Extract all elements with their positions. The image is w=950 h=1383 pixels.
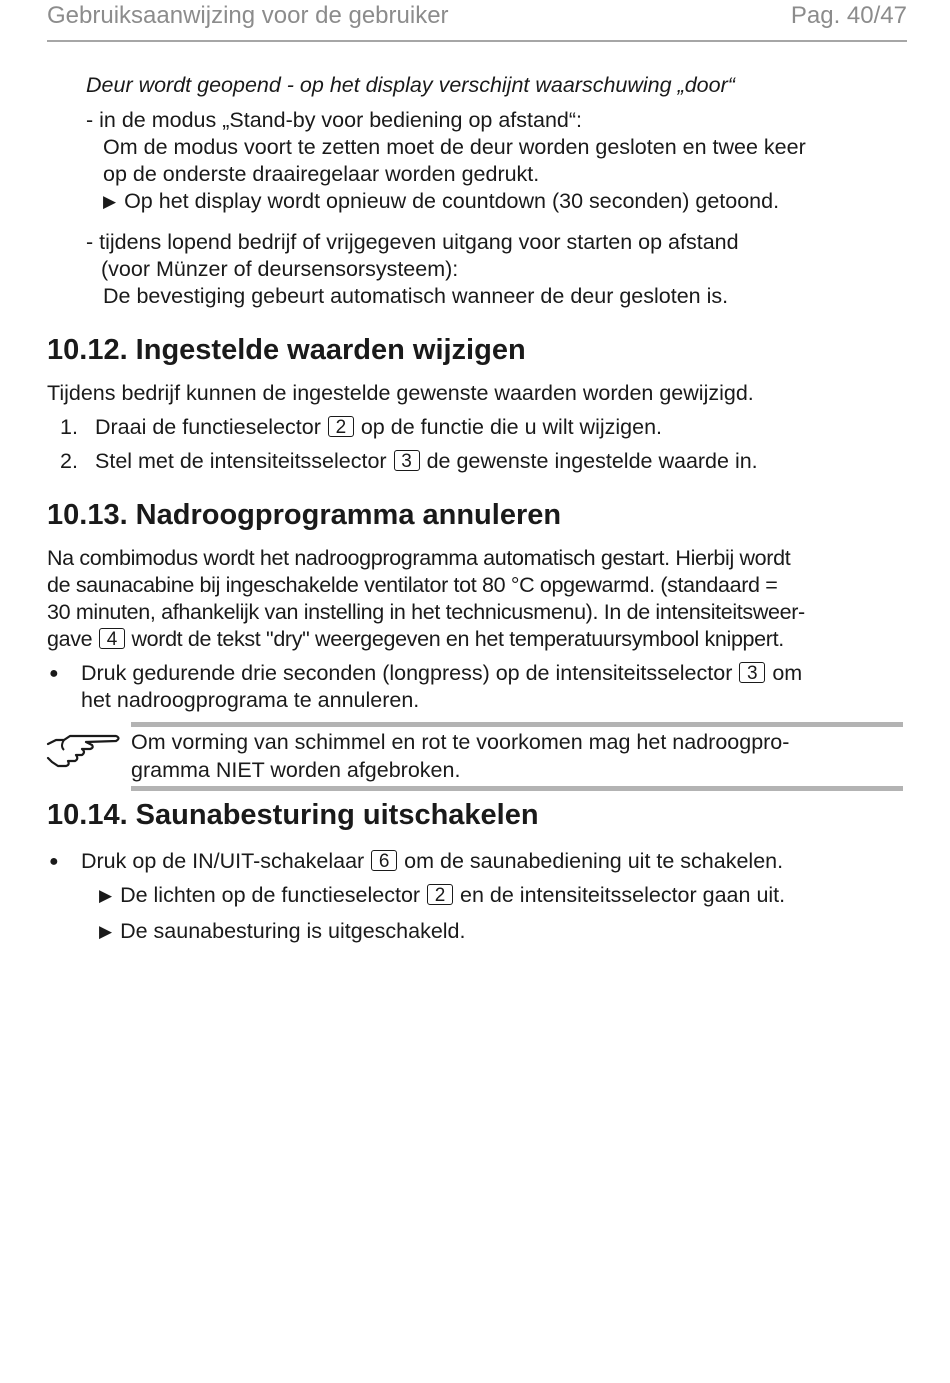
standby-result-text: Op het display wordt opnieuw de countdown (30 seconden) getoond.: [124, 189, 780, 213]
s1014-result-2: [99, 918, 466, 945]
s1013-paragraph-line-2: de saunacabine bij ingeschakelde ventilator tot 80 °C opgewarmd. (standaard =: [47, 573, 778, 597]
s1012-step-2: [95, 448, 758, 475]
step-1-text-b: op de functie die u wilt wijzigen.: [360, 415, 663, 439]
step-2-text-a: Stel met de intensiteitsselector: [95, 449, 387, 473]
heading-10-14: 10.14. Saunabesturing uitschakelen: [47, 799, 539, 831]
control-ref-box: 2: [427, 884, 453, 905]
header-divider: [47, 40, 907, 42]
page-header: [47, 2, 907, 34]
result-2-text: De saunabesturing is uitgeschakeld.: [120, 919, 466, 943]
bullet-text-b: om: [772, 661, 803, 685]
result-arrow-icon: ▶: [103, 192, 117, 211]
result-arrow-icon: ▶: [99, 922, 113, 941]
running-text-line-2: (voor Münzer of deursensorsysteem):: [101, 257, 459, 281]
s1013-paragraph-line-1: Na combimodus wordt het nadroogprogramma automatisch gestart. Hierbij wordt: [47, 546, 791, 570]
heading-10-12: 10.12. Ingestelde waarden wijzigen: [47, 334, 526, 366]
door-warning-intro: Deur wordt geopend - op het display verschijnt waarschuwing „door“: [86, 73, 735, 97]
control-ref-box: 6: [371, 850, 397, 871]
s1013-paragraph-line-4: [47, 626, 784, 653]
note-bottom-rule: [131, 786, 903, 791]
s1012-step-1-number: 1.: [60, 415, 78, 439]
bullet-dot-icon: ●: [49, 665, 59, 682]
s1014-result-1: [99, 882, 785, 909]
document-title: Gebruiksaanwijzing voor de gebruiker: [47, 2, 449, 29]
standby-text-line-2: op de onderste draairegelaar worden gedrukt.: [103, 162, 540, 186]
standby-heading: - in de modus „Stand-by voor bediening op afstand“:: [86, 108, 582, 132]
pointing-hand-icon: [46, 732, 122, 772]
page-number: Pag. 40/47: [790, 2, 907, 29]
s1013-bullet: [81, 660, 802, 687]
s1014-bullet: [81, 848, 783, 875]
bullet-dot-icon: ●: [49, 853, 59, 870]
para-text-b: wordt de tekst "dry" weergegeven en het temperatuursymbool knippert.: [131, 627, 784, 651]
bullet-text-b: om de saunabediening uit te schakelen.: [404, 849, 784, 873]
bullet-text-a: Druk gedurende drie seconden (longpress) op de intensiteitsselector: [81, 661, 733, 685]
bullet-text-a: Druk op de IN/UIT-schakelaar: [81, 849, 365, 873]
control-ref-box: 3: [739, 662, 765, 683]
standby-text-line-1: Om de modus voort te zetten moet de deur worden gesloten en twee keer: [103, 135, 806, 159]
note-top-rule: [131, 722, 903, 727]
standby-result: [103, 188, 779, 215]
running-text-line-3: De bevestiging gebeurt automatisch wanneer de deur gesloten is.: [103, 284, 729, 308]
s1013-paragraph-line-3: 30 minuten, afhankelijk van instelling in het technicusmenu). In de intensiteitsweer-: [47, 600, 805, 624]
result-1-text-a: De lichten op de functieselector: [120, 883, 421, 907]
running-text-line-1: - tijdens lopend bedrijf of vrijgegeven uitgang voor starten op afstand: [86, 230, 739, 254]
control-ref-box: 3: [394, 450, 420, 471]
s1012-intro: Tijdens bedrijf kunnen de ingestelde gewenste waarden worden gewijzigd.: [47, 381, 754, 405]
para-text-a: gave: [47, 627, 93, 651]
control-ref-box: 2: [328, 416, 354, 437]
note-text-line-2: gramma NIET worden afgebroken.: [131, 758, 461, 782]
result-arrow-icon: ▶: [99, 886, 113, 905]
result-1-text-b: en de intensiteitsselector gaan uit.: [460, 883, 786, 907]
step-1-text-a: Draai de functieselector: [95, 415, 321, 439]
s1012-step-2-number: 2.: [60, 449, 78, 473]
s1013-bullet-line-2: het nadroogprograma te annuleren.: [81, 688, 420, 712]
s1012-step-1: [95, 414, 662, 441]
heading-10-13: 10.13. Nadroogprogramma annuleren: [47, 499, 562, 531]
control-ref-box: 4: [99, 628, 125, 649]
note-text-line-1: Om vorming van schimmel en rot te voorkomen mag het nadroogpro-: [131, 730, 790, 754]
step-2-text-b: de gewenste ingestelde waarde in.: [426, 449, 758, 473]
